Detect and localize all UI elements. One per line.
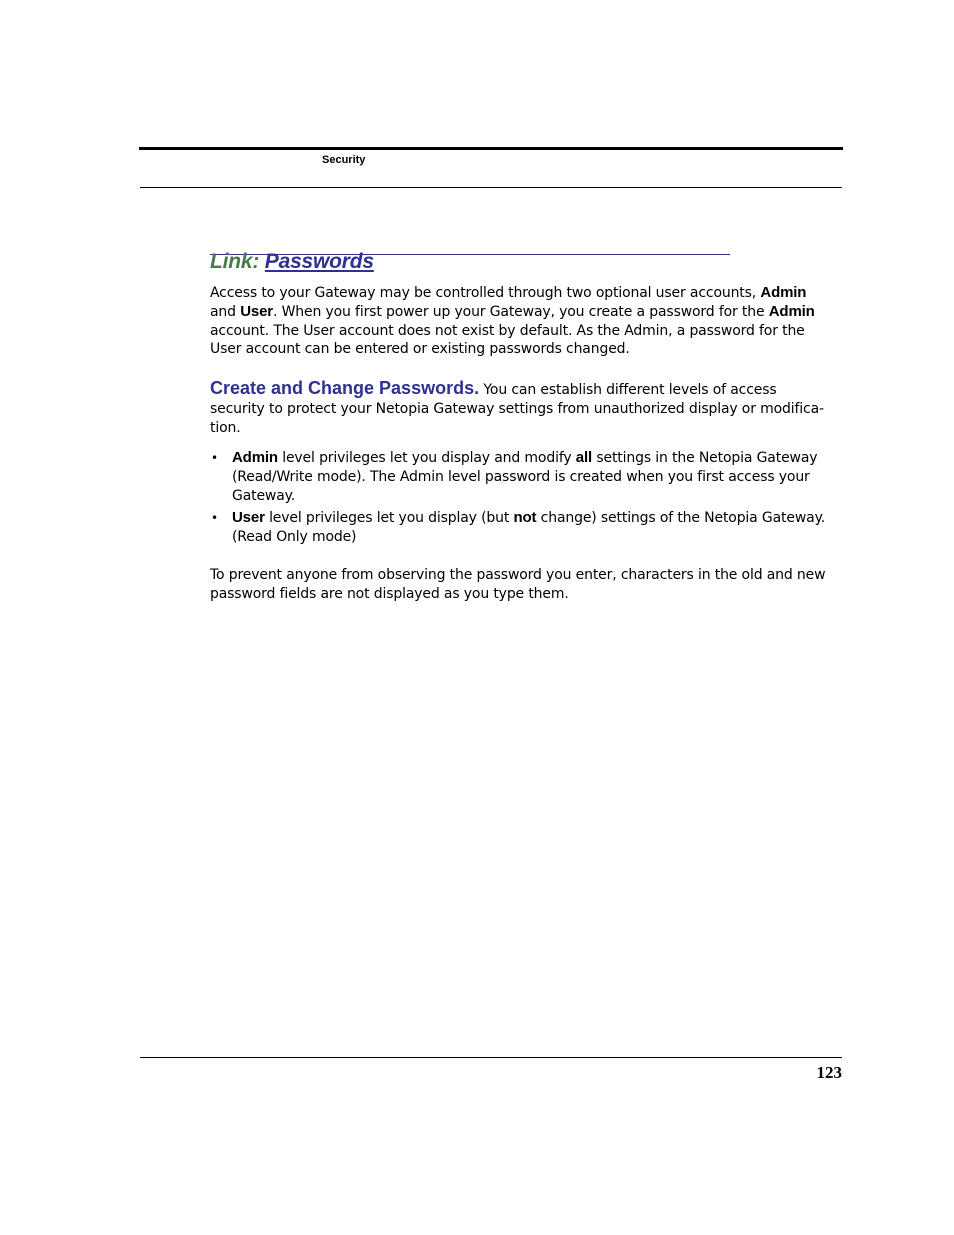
passwords-link[interactable]: Passwords <box>264 250 374 273</box>
all-term: all <box>575 449 593 466</box>
admin-text-1: level privileges let you display and modify <box>277 450 576 466</box>
bullet-icon: • <box>211 511 218 526</box>
intro-user-term: User <box>240 302 273 320</box>
header-top-rule <box>139 147 843 150</box>
bullet-icon: • <box>211 451 218 465</box>
admin-term: Admin <box>232 449 278 466</box>
intro-admin-term-2: Admin <box>768 302 815 320</box>
running-header-section: Security <box>322 154 366 166</box>
intro-paragraph <box>210 284 830 359</box>
footer-rule <box>140 1057 842 1058</box>
title-prefix: Link: <box>210 250 265 273</box>
create-text: You can establish different levels of access security to protect your Netopia Gateway settings from unauthorized display or modifica-tion. <box>210 382 824 436</box>
page-title <box>210 250 374 274</box>
intro-text-1: Access to your Gateway may be controlled through two optional user accounts, <box>210 285 761 301</box>
intro-text-3: . When you first power up your Gateway, you create a password for the <box>272 303 769 320</box>
user-text-2: change) settings of the Netopia Gateway. (Read Only mode) <box>232 510 826 546</box>
create-heading: Create and Change Passwords. <box>210 378 480 398</box>
intro-text-4: account. The User account does not exist by default. As the Admin, a password for the User account can be entered or existing passwords changed. <box>210 322 805 358</box>
admin-text-2: settings in the Netopia Gateway (Read/Write mode). The Admin level password is created when you first access your Gateway. <box>232 450 818 504</box>
list-item-admin <box>210 449 830 505</box>
list-item-user <box>210 509 830 547</box>
not-term: not <box>513 509 537 527</box>
intro-text-2: and <box>210 303 241 320</box>
intro-admin-term: Admin <box>760 284 807 301</box>
header-bottom-rule <box>140 187 842 188</box>
create-paragraph <box>210 379 830 437</box>
privilege-list <box>210 449 830 551</box>
page-number: 123 <box>816 1063 842 1082</box>
user-text-1: level privileges let you display (but <box>264 510 514 527</box>
user-term: User <box>232 509 265 527</box>
closing-paragraph: To prevent anyone from observing the password you enter, characters in the old and new password fields are not displayed as you type them. <box>210 567 826 602</box>
